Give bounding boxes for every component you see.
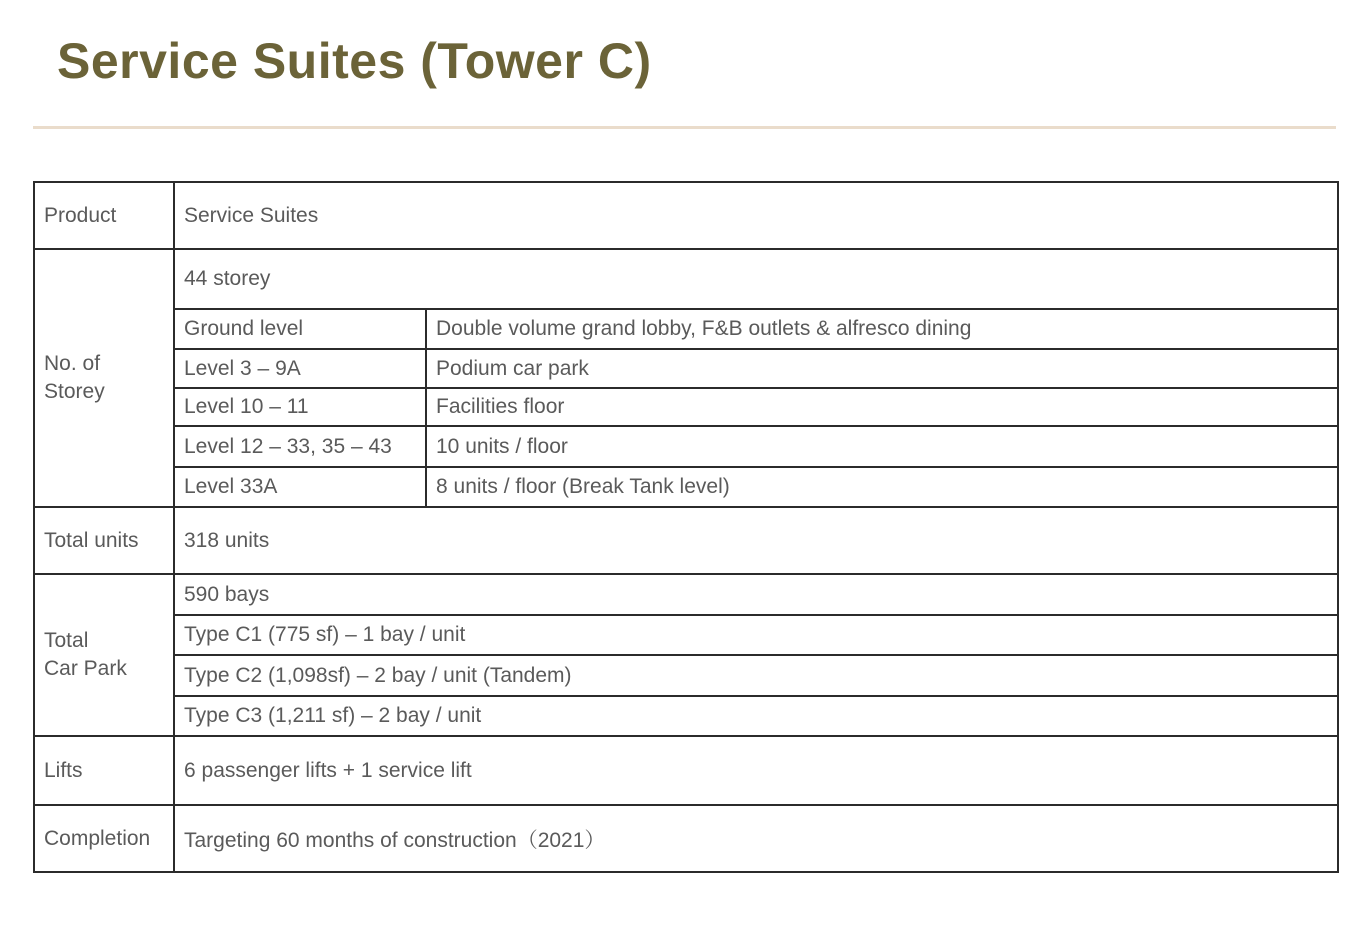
table-row	[34, 696, 1338, 736]
table-row	[34, 574, 1338, 615]
level-cell: Level 12 – 33, 35 – 43	[174, 426, 426, 467]
level-description-cell: 10 units / floor	[426, 426, 1338, 467]
table-row	[34, 309, 1338, 349]
level-description-cell: 8 units / floor (Break Tank level)	[426, 467, 1338, 507]
level-cell: Ground level	[174, 309, 426, 349]
table-row	[34, 426, 1338, 467]
table-row	[34, 467, 1338, 507]
spec-table	[33, 181, 1339, 873]
table-row-completion	[34, 805, 1338, 872]
storey-summary: 44 storey	[174, 249, 1338, 309]
table-row	[34, 388, 1338, 426]
storey-label-line: No. of	[44, 352, 101, 375]
title-divider	[33, 126, 1336, 129]
car-park-cell: Type C2 (1,098sf) – 2 bay / unit (Tandem)	[174, 655, 1338, 696]
level-description-cell: Double volume grand lobby, F&B outlets & alfresco dining	[426, 309, 1338, 349]
table-row	[34, 615, 1338, 655]
table-row-storey-summary	[34, 249, 1338, 309]
level-cell: Level 3 – 9A	[174, 349, 426, 388]
car-park-cell: 590 bays	[174, 574, 1338, 615]
car-park-cell: Type C3 (1,211 sf) – 2 bay / unit	[174, 696, 1338, 736]
completion-value: Targeting 60 months of construction（2021）	[174, 805, 1338, 872]
product-label: Product	[34, 182, 174, 249]
car-park-label-line: Total	[44, 629, 89, 652]
car-park-cell: Type C1 (775 sf) – 1 bay / unit	[174, 615, 1338, 655]
table-row-product	[34, 182, 1338, 249]
level-description-cell: Podium car park	[426, 349, 1338, 388]
table-row	[34, 349, 1338, 388]
level-cell: Level 33A	[174, 467, 426, 507]
table-row-lifts	[34, 736, 1338, 805]
total-units-label: Total units	[34, 507, 174, 574]
level-description-cell: Facilities floor	[426, 388, 1338, 426]
table-row-total-units	[34, 507, 1338, 574]
car-park-label	[34, 574, 174, 736]
lifts-value: 6 passenger lifts + 1 service lift	[174, 736, 1338, 805]
storey-label	[34, 249, 174, 507]
storey-label-line: Storey	[44, 380, 105, 403]
lifts-label: Lifts	[34, 736, 174, 805]
completion-label: Completion	[34, 805, 174, 872]
table-row	[34, 655, 1338, 696]
page-title: Service Suites (Tower C)	[57, 33, 652, 89]
product-value: Service Suites	[174, 182, 1338, 249]
car-park-label-line: Car Park	[44, 657, 127, 680]
level-cell: Level 10 – 11	[174, 388, 426, 426]
total-units-value: 318 units	[174, 507, 1338, 574]
